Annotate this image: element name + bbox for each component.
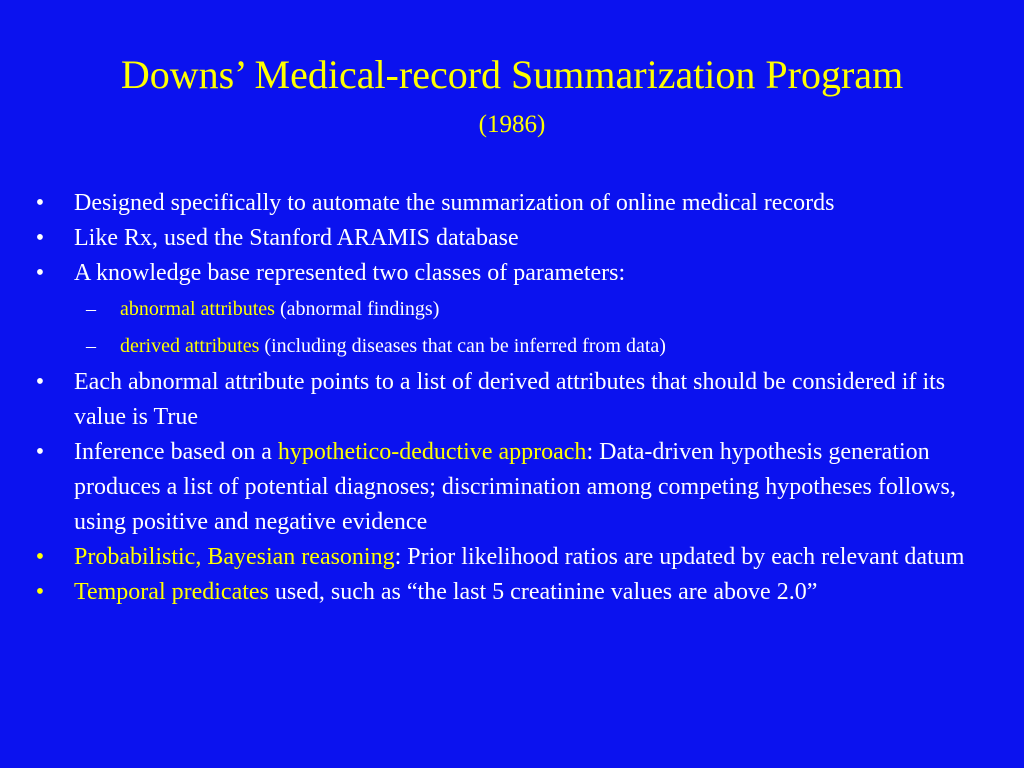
highlight-term: derived attributes xyxy=(120,335,260,357)
bullet-item xyxy=(30,540,990,575)
sub-bullet-text: (abnormal findings) xyxy=(274,298,440,320)
sub-bullet-marker: – xyxy=(86,298,96,320)
bullet-item xyxy=(30,575,990,610)
sub-bullet-item xyxy=(30,291,990,328)
bullet-text: A knowledge base represented two classes of parameters: xyxy=(74,260,626,286)
bullet-item xyxy=(30,435,990,540)
bullet-marker: • xyxy=(35,544,45,570)
bullet-text: : Prior likelihood ratios are updated by each relevant datum xyxy=(394,544,965,570)
bullet-text: Designed specifically to automate the summarization of online medical records xyxy=(74,190,835,216)
slide-title: Downs’ Medical-record Summarization Program xyxy=(120,52,904,97)
bullet-item xyxy=(30,186,990,221)
bullet-list xyxy=(30,186,990,610)
bullet-item xyxy=(30,365,990,435)
bullet-text: Each abnormal attribute points to a list of derived attributes that should be considered if its value is True xyxy=(74,369,946,430)
bullet-marker: • xyxy=(35,439,45,465)
bullet-item xyxy=(30,256,990,291)
bullet-marker: • xyxy=(35,225,45,251)
sub-bullet-item xyxy=(30,328,990,365)
bullet-marker: • xyxy=(35,260,45,286)
bullet-text: Like Rx, used the Stanford ARAMIS database xyxy=(74,225,519,251)
highlight-term: hypothetico-deductive approach xyxy=(277,439,587,465)
bullet-item xyxy=(30,221,990,256)
bullet-marker: • xyxy=(35,369,45,395)
bullet-text: : Data-driven hypothesis generation produces a list of potential diagnoses; discrimination among competing hypotheses follows, using positive and negative evidence xyxy=(74,439,956,535)
highlight-term: Temporal predicates xyxy=(74,579,269,605)
highlight-term: abnormal attributes xyxy=(120,298,275,320)
slide-subtitle: (1986) xyxy=(478,111,546,138)
highlight-term: Probabilistic, Bayesian reasoning xyxy=(74,544,395,570)
bullet-marker: • xyxy=(35,190,45,216)
bullet-prefix: Inference based on a xyxy=(74,439,278,465)
bullet-text: used, such as “the last 5 creatinine values are above 2.0” xyxy=(268,579,818,605)
bullet-marker: • xyxy=(35,579,45,605)
sub-bullet-text: (including diseases that can be inferred from data) xyxy=(259,335,666,357)
sub-bullet-marker: – xyxy=(86,335,96,357)
